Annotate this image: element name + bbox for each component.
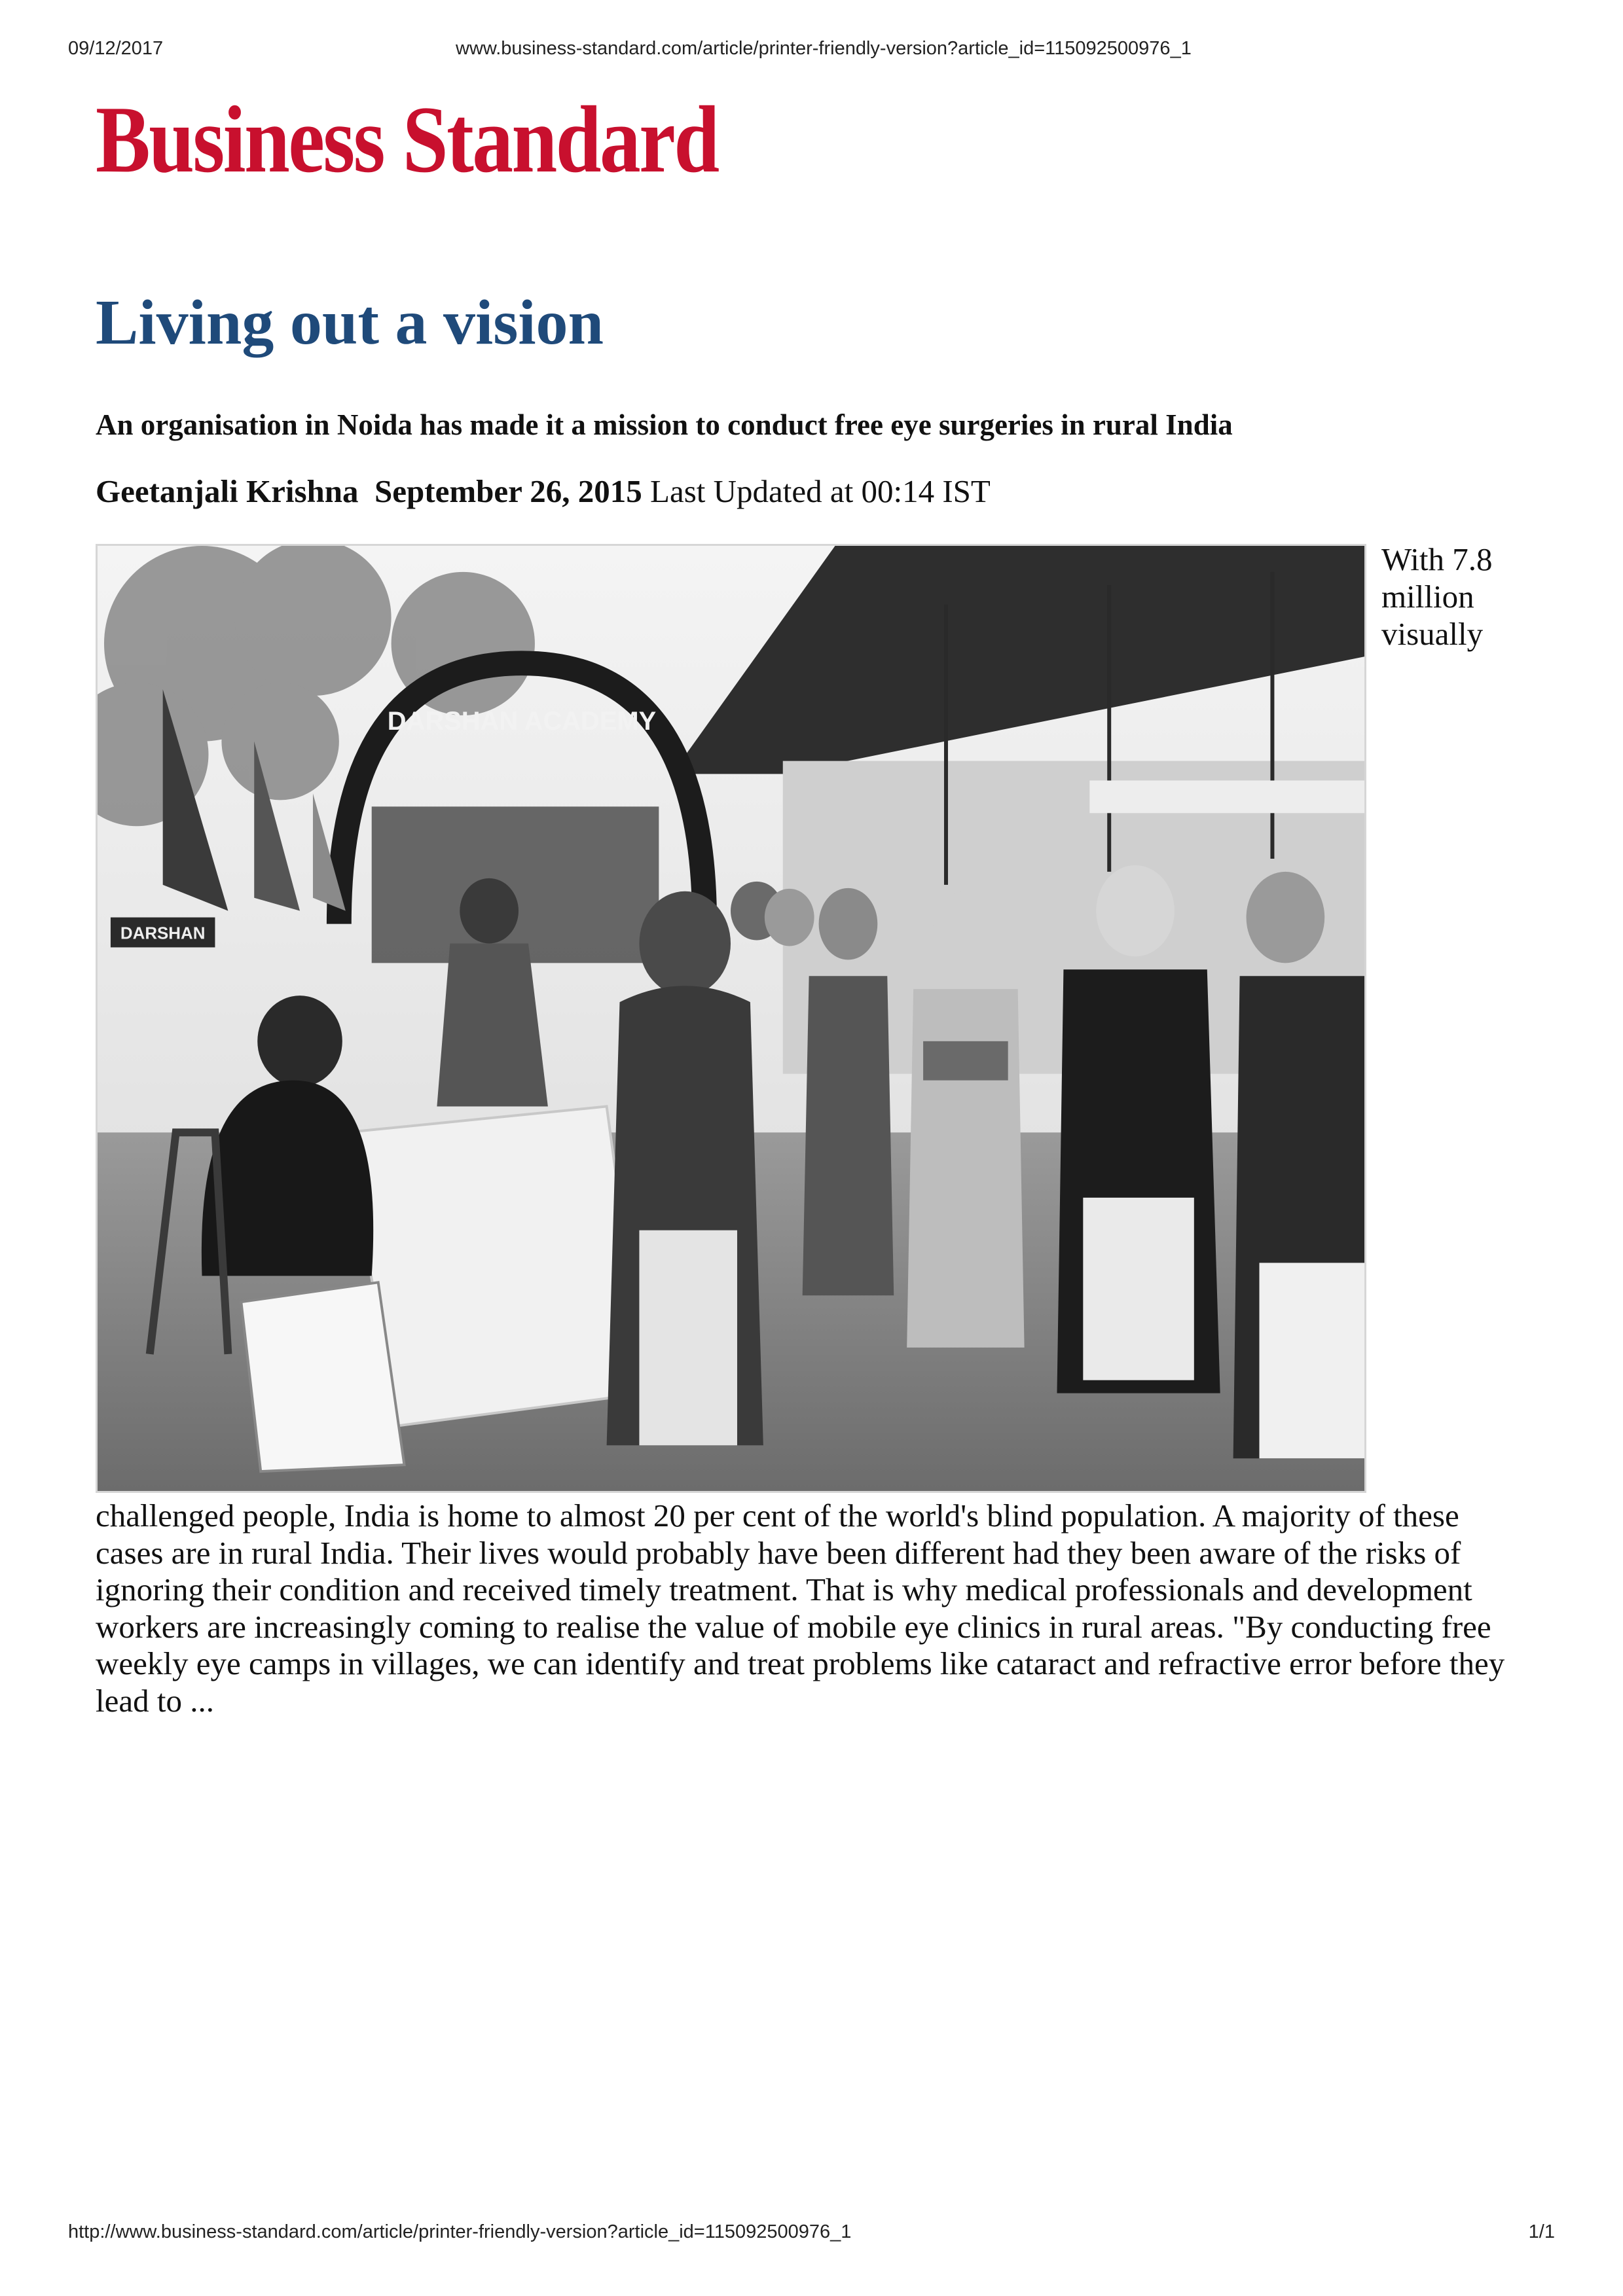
print-header [68, 38, 1555, 64]
print-date: 09/12/2017 [68, 38, 164, 59]
byline [96, 473, 991, 511]
article-photo [96, 544, 1366, 1493]
eye-camp-photo [98, 546, 1364, 1491]
article-body-intro: With 7.8 million visually [1381, 541, 1493, 652]
author-name[interactable]: Geetanjali Krishna [96, 473, 359, 509]
article-body: challenged people, India is home to almost 20 per cent of the world's blind population. A majority of these cases are in rural India. Their lives would probably have been different had they been aware of the risks of ignoring their condition and received timely treatment. That is why medical professionals and development workers are increasingly coming to realise the value of mobile eye clinics in rural areas. "By conducting free weekly eye camps in villages, we can identify and treat problems like cataract and refractive error before they lead to ... [96, 1498, 1505, 1719]
article-title: Living out a vision [96, 287, 604, 358]
article-subtitle: An organisation in Noida has made it a mission to conduct free eye surgeries in rural India [96, 408, 1233, 441]
publish-date: September 26, 2015 [374, 473, 642, 509]
print-footer [68, 2221, 1555, 2248]
wall-sign: DARSHAN [120, 924, 206, 943]
last-updated: Last Updated at 00:14 IST [650, 473, 991, 509]
footer-url: http://www.business-standard.com/article/printer-friendly-version?article_id=115092500976_1 [68, 2221, 852, 2242]
gate-sign: DARSHAN ACADEMY [387, 706, 657, 736]
print-url: www.business-standard.com/article/printer-friendly-version?article_id=115092500976_1 [456, 38, 1192, 59]
page-number: 1/1 [1528, 2221, 1555, 2242]
masthead-logo[interactable]: Business Standard [96, 86, 718, 192]
